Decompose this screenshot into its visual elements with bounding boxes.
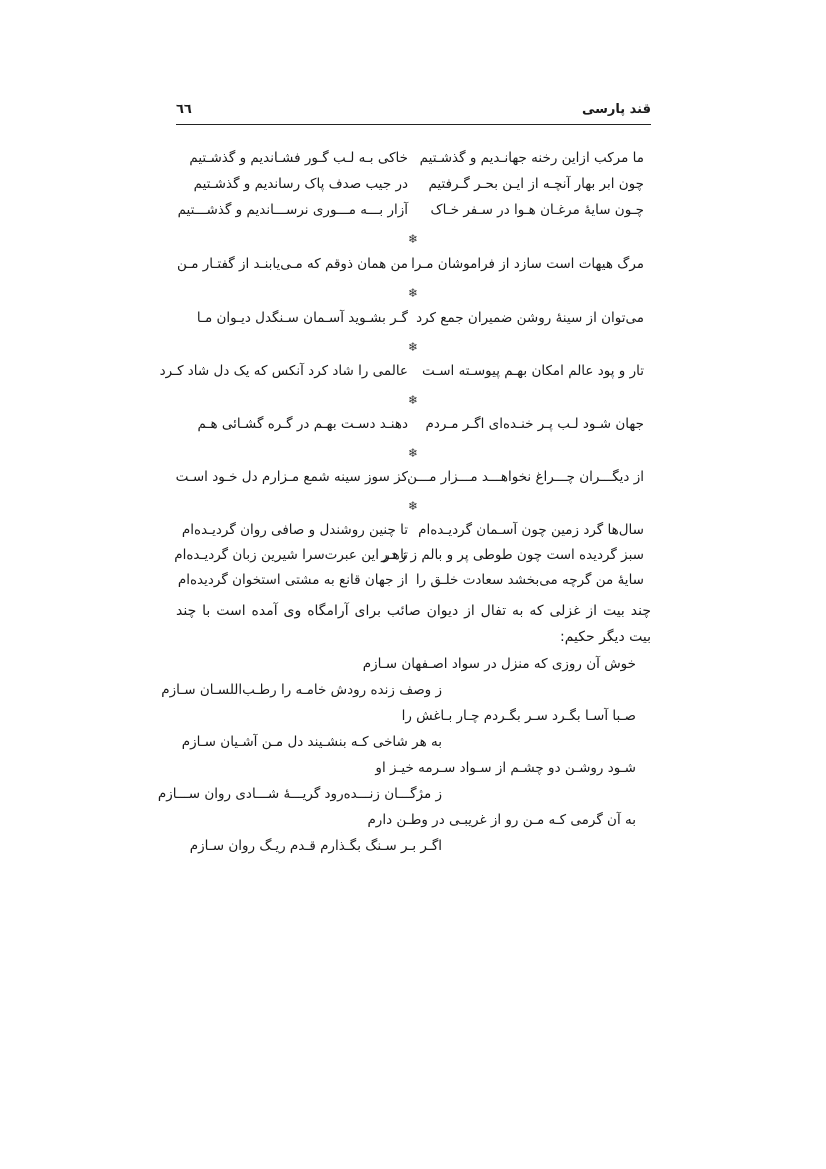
couplet	[0, 150, 826, 176]
first-hemistich: مرگ هیهات است سازد از فراموشان مـرا	[411, 256, 644, 272]
second-hemistich: در جیب صدف پاک رساندیم و گذشـتیم	[193, 176, 408, 192]
second-hemistich: گـر بشـوید آسـمان سـنگدل دیـوان مـا	[196, 310, 408, 326]
snowflake-separator-icon: ❄	[407, 446, 419, 460]
second-hemistich: آزار بـــه مـــوری نرســـاندیم و گذشـــتیم	[177, 202, 408, 218]
second-hemistich: خاکی بـه لـب گـور فشـاندیم و گذشـتیم	[189, 150, 408, 166]
couplet	[0, 256, 826, 282]
book-title: قند پارسی	[581, 102, 651, 117]
second-hemistich: کز سوز سینه شمع مـزارم دل خـود اسـت	[175, 469, 408, 485]
first-hemistich: چون ابر بهار آنچـه از ایـن بحـر گـرفتیم	[428, 176, 644, 192]
first-hemistich: می‌توان از سینهٔ روشن ضمیران جمع کرد	[416, 310, 644, 326]
snowflake-separator-icon: ❄	[407, 393, 419, 407]
couplet	[0, 310, 826, 336]
final-verse-line: ز مژگـــان زنـــده‌رود گریـــهٔ شـــادی روان ســـازم	[157, 786, 442, 802]
first-hemistich: از دیگـــران چـــراغ نخواهـــد مـــزار مـــن	[407, 469, 644, 485]
final-verse-line: شـود روشـن دو چشـم از سـواد سـرمه خیـز او	[375, 760, 636, 776]
first-hemistich: تار و پود عالم امکان بهـم پیوسـته اسـت	[422, 363, 644, 379]
second-hemistich: از جهان قانع به مشتی استخوان گردیده‌ام	[177, 572, 408, 588]
couplet	[0, 416, 826, 442]
snowflake-separator-icon: ❄	[407, 232, 419, 246]
snowflake-separator-icon: ❄	[407, 499, 419, 513]
page-header	[176, 100, 651, 125]
second-hemistich: من همان ذوقم که مـی‌یابنـد از گفتـار مـن	[177, 256, 408, 272]
second-hemistich: تا در این عبرت‌سرا شیرین زبان گردیـده‌ام	[174, 547, 408, 563]
second-hemistich: عالمی را شاد کرد آنکس که یک دل شاد کـرد	[159, 363, 408, 379]
intro-paragraph: چند بیت از غزلی که به تفال از دیوان صائب برای آرامگاه وی آمده است با چند بیت دیگر حکیم:	[176, 603, 651, 645]
couplet	[0, 176, 826, 202]
couplet	[0, 202, 826, 228]
first-hemistich: جهان شـود لـب پـر خنـده‌ای اگـر مـردم	[425, 416, 644, 432]
couplet	[0, 469, 826, 495]
couplet	[0, 522, 826, 548]
snowflake-separator-icon: ❄	[407, 340, 419, 354]
couplet	[0, 363, 826, 389]
final-verse-line: ز وصف زنده رودش خامـه را رطـب‌اللسـان سـازم	[161, 682, 442, 698]
couplet	[0, 572, 826, 598]
final-verse-line: خوش آن روزی که منزل در سواد اصـفهان سـازم	[362, 656, 636, 672]
page-number: ٦٦	[176, 102, 192, 117]
final-verse-line: به آن گرمی کـه مـن رو از غریبـی در وطـن دارم	[367, 812, 636, 828]
final-verse-line: به هر شاخی کـه بنشـیند دل مـن آشـیان سـازم	[181, 734, 442, 750]
first-hemistich: سایهٔ من گرچه می‌بخشد سعادت خلـق را	[415, 572, 644, 588]
first-hemistich: ما مرکب ازاین رخنه جهانـدیم و گذشـتیم	[419, 150, 644, 166]
first-hemistich: سبز گردیده است چون طوطی پر و بالم ز زهـر	[381, 547, 644, 563]
couplet	[0, 547, 826, 573]
first-hemistich: چـون سایهٔ مرغـان هـوا در سـفر خـاک	[430, 202, 644, 218]
first-hemistich: سال‌ها گرد زمین چون آسـمان گردیـده‌ام	[418, 522, 644, 538]
second-hemistich: تا چنین روشندل و صافی روان گردیـده‌ام	[181, 522, 408, 538]
final-verse-line: اگـر بـر سـنگ بگـذارم قـدم ریـگ روان سـازم	[189, 838, 442, 854]
second-hemistich: دهنـد دسـت بهـم در گـره گشـائی هـم	[197, 416, 408, 432]
final-verse-line: صـبا آسـا بگـرد سـر بگـردم چـار بـاغش را	[401, 708, 636, 724]
snowflake-separator-icon: ❄	[407, 286, 419, 300]
